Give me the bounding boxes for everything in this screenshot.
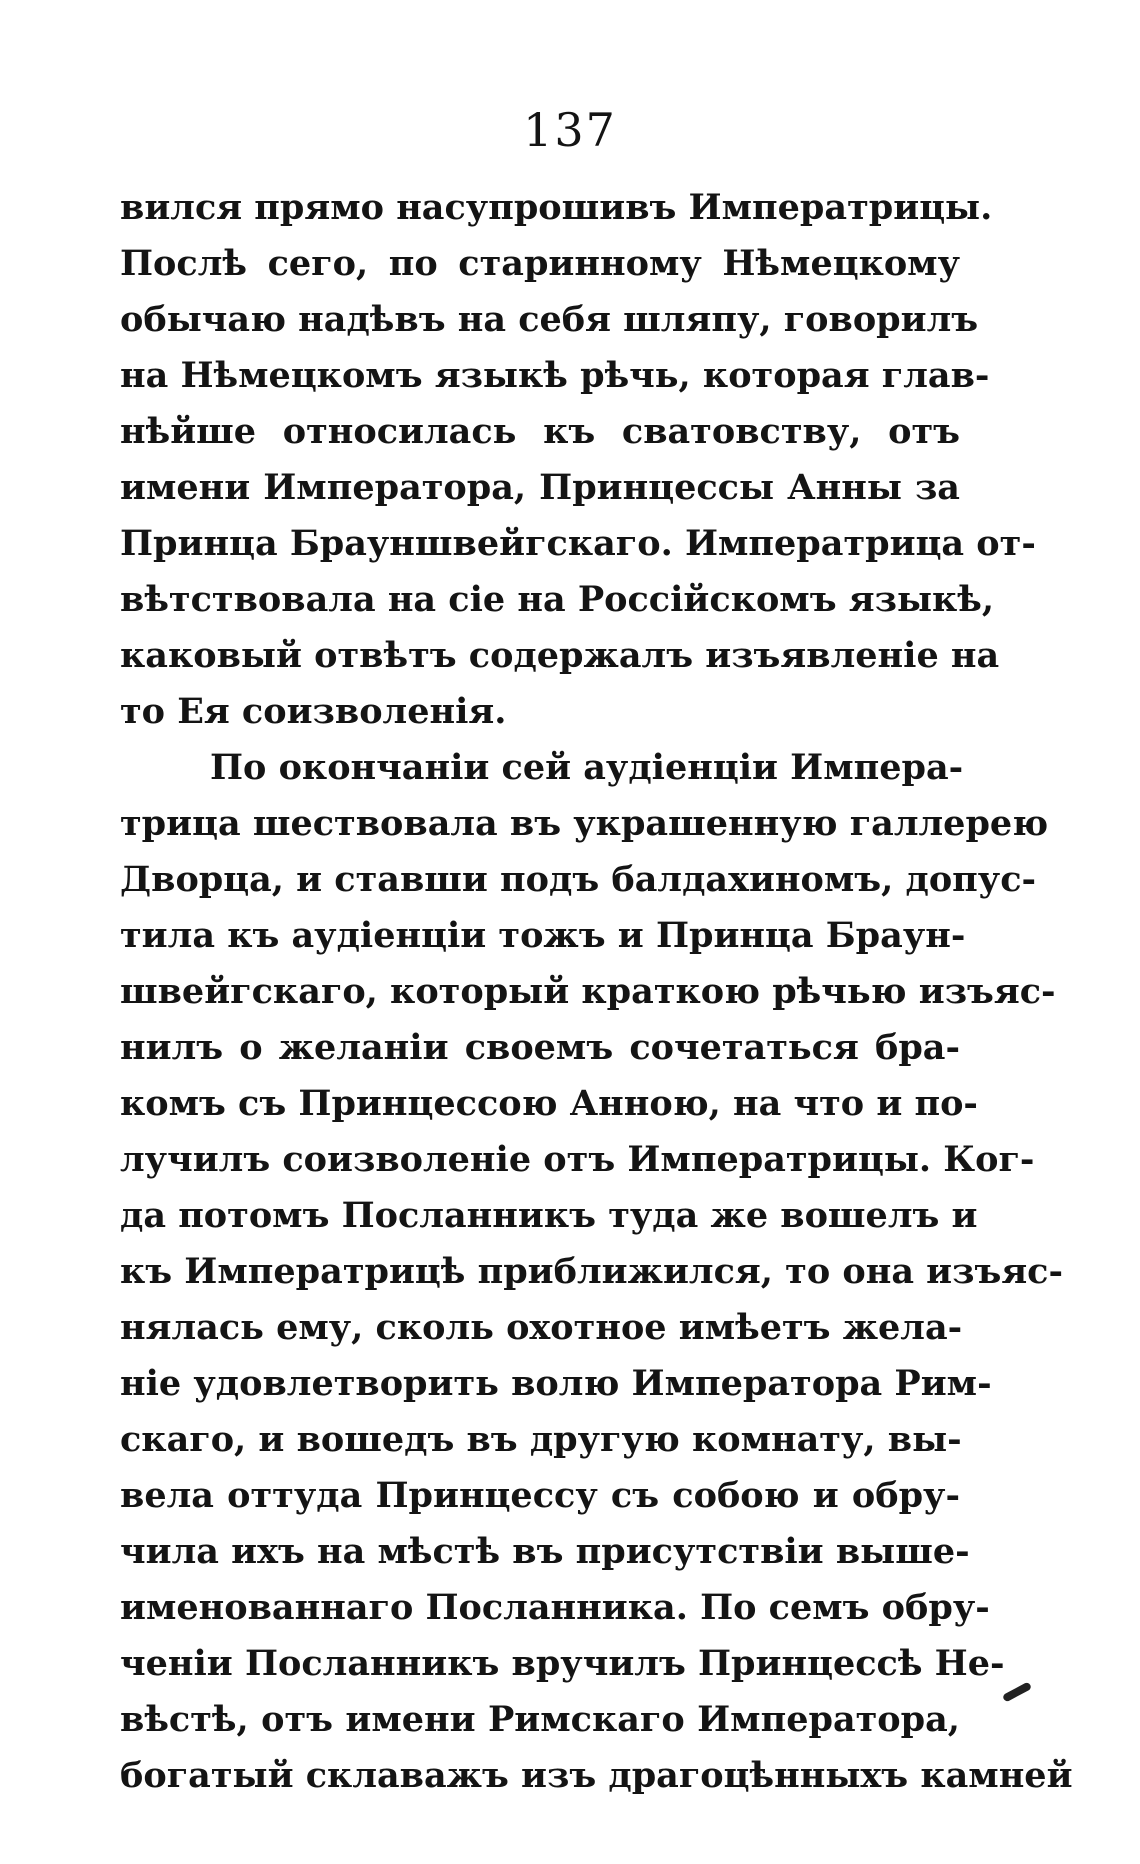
text-line: вѣтствовала на сіе на Россійскомъ языкѣ, [120,579,995,620]
page-number: 137 [523,103,617,157]
text-line: Дворца, и ставши подъ балдахиномъ, допус- [120,859,1037,900]
text-line: чила ихъ на мѣстѣ въ присутствіи выше- [120,1531,970,1572]
text-line: Принца Брауншвейгскаго. Императрица от- [120,523,1036,564]
text-line: нялась ему, сколь охотное имѣетъ жела- [120,1307,963,1348]
text-line: имени Императора, Принцессы Анны за [120,467,960,508]
text-line: ніе удовлетворить волю Императора Рим- [120,1363,992,1404]
text-line: ченіи Посланникъ вручилъ Принцессѣ Не- [120,1643,1005,1684]
text-line: Послѣ сего, по старинному Нѣмецкому [120,243,960,284]
body-text [120,180,1073,1804]
text-line: нѣйше относилась къ сватовству, отъ [120,411,960,452]
text-line: да потомъ Посланникъ туда же вошелъ и [120,1195,978,1236]
text-line: то Ея соизволенія. [120,691,507,732]
text-line: трица шествовала въ украшенную галлерею [120,803,1049,844]
text-line: скаго, и вошедъ въ другую комнату, вы- [120,1419,962,1460]
ink-smudge [1002,1681,1032,1702]
text-line: къ Императрицѣ приближился, то она изъяс- [120,1251,1064,1292]
paragraph-start-line: По окончаніи сей аудіенціи Импера- [210,747,964,788]
text-line: лучилъ соизволеніе отъ Императрицы. Ког- [120,1139,1035,1180]
text-line: нилъ о желаніи своемъ сочетаться бра- [120,1027,960,1068]
text-line: вела оттуда Принцессу съ собою и обру- [120,1475,960,1516]
text-line: богатый склаважъ изъ драгоцѣнныхъ камней [120,1755,1073,1796]
text-line: обычаю надѣвъ на себя шляпу, говорилъ [120,299,979,340]
text-line: каковый отвѣтъ содержалъ изъявленіе на [120,635,1000,676]
text-line: вился прямо насупрошивъ Императрицы. [120,187,993,228]
text-line: комъ съ Принцессою Анною, на что и по- [120,1083,978,1124]
text-line: именованнаго Посланника. По семъ обру- [120,1587,990,1628]
text-line: тила къ аудіенціи тожъ и Принца Браун- [120,915,966,956]
text-line: на Нѣмецкомъ языкѣ рѣчь, которая глав- [120,355,990,396]
text-line: вѣстѣ, отъ имени Римскаго Императора, [120,1699,960,1740]
text-line: швейгскаго, который краткою рѣчью изъяс- [120,971,1056,1012]
